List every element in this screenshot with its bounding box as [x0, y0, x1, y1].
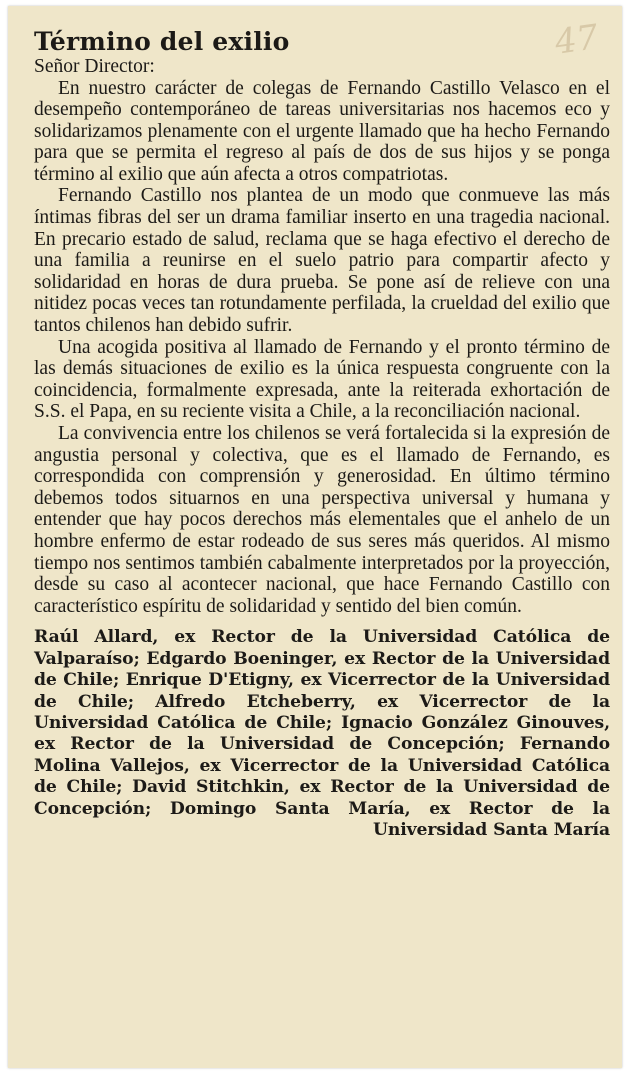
signatories-list: Raúl Allard, ex Rector de la Universidad Católica de Valparaíso; Edgardo Boeninger, ex Rector de la Universidad de Chile; Enrique D'Etigny, ex Vicerrector de la Universidad de Chile; Alfredo Etcheberry, ex Vicerrector de la Universidad Católica de Chile; Ignacio González Ginouves, ex Rector de la Universidad de Concepción; Fernando Molina Vallejos, ex Vicerrector de la Universidad Católica de Chile; David Stitchkin, ex Rector de la Universidad de Concepción; Domingo Santa María, ex Rector de la Universidad Santa María: [34, 627, 610, 840]
paragraph-3: Una acogida positiva al llamado de Fernando y el pronto término de las demás situaciones de exilio es la única respuesta congruente con la coincidencia, formalmente expresada, ante la reiterada exhortación de S.S. el Papa, en su reciente visita a Chile, a la reconciliación nacional.: [34, 336, 610, 423]
article-headline: Término del exilio: [34, 27, 290, 56]
handwritten-page-number: 47: [552, 17, 601, 63]
paragraph-2: Fernando Castillo nos plantea de un modo que conmueve las más íntimas fibras del ser un drama familiar inserto en una tragedia nacional. En precario estado de salud, reclama que se haga efectivo el derecho de una familia a reunirse en el suelo patrio para compartir afecto y solidaridad en horas de dura prueba. Se pone así de relieve con una nitidez pocas veces tan rotundamente perfilada, la crueldad del exilio que tantos chilenos han debido sufrir.: [34, 185, 610, 337]
salutation: Señor Director:: [34, 56, 155, 77]
paragraph-4: La convivencia entre los chilenos se verá fortalecida si la expresión de angustia personal y colectiva, que es el llamado de Fernando, es correspondida con comprensión y generosidad. En último término debemos todos situarnos en una perspectiva universal y humana y entender que hay pocos derechos más elementales que el anhelo de un hombre enfermo de estar rodeado de sus seres más queridos. Al mismo tiempo nos sentimos también cabalmente interpretados por la proyección, desde su caso al acontecer nacional, que hace Fernando Castillo con característico espíritu de solidaridad y sentido del bien común.: [34, 423, 610, 617]
newspaper-clipping: [8, 6, 622, 1068]
letter-article: [34, 28, 610, 841]
paragraph-1: En nuestro carácter de colegas de Fernando Castillo Velasco en el desempeño contemporáneo de tareas universitarias nos hacemos eco y solidarizamos plenamente con el urgente llamado que ha hecho Fernando para que se permita el regreso al país de dos de sus hijos y se ponga término al exilio que aún afecta a otros compatriotas.: [34, 77, 610, 185]
